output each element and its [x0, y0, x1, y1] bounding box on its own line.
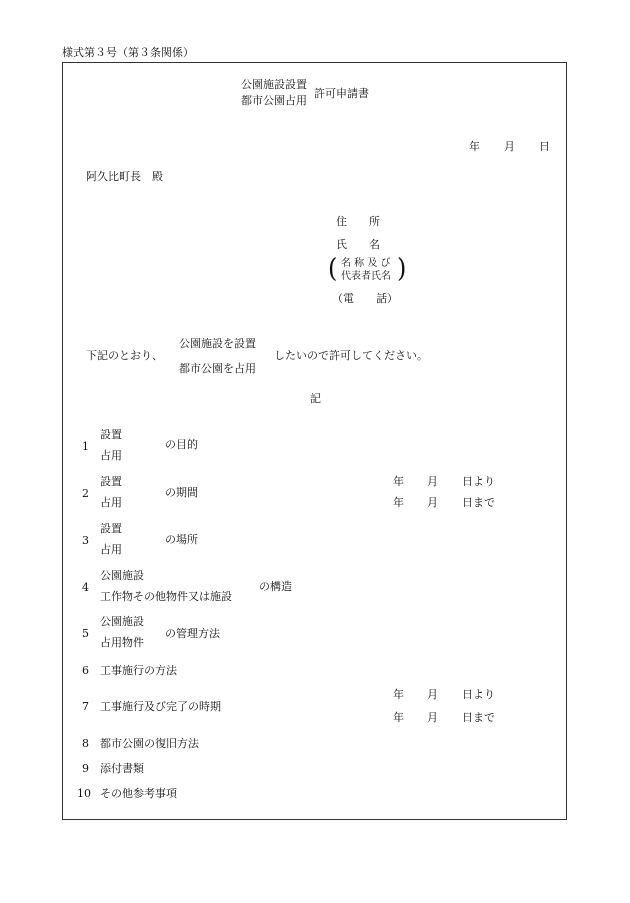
period-month: 月	[427, 496, 438, 509]
item-option-b: 占用	[100, 543, 122, 556]
period-until: 日まで	[462, 496, 495, 509]
left-bracket: (	[328, 252, 338, 284]
item-number: 6	[82, 664, 89, 677]
item-number: 2	[82, 487, 89, 500]
period-month: 月	[427, 475, 438, 488]
period-year: 年	[393, 711, 404, 724]
period-month: 月	[427, 688, 438, 701]
item-label: の期間	[165, 486, 198, 499]
date-day: 日	[539, 140, 550, 153]
item-option-a: 公園施設	[100, 569, 144, 582]
period-year: 年	[393, 688, 404, 701]
corp-name-label-1: 名 称 及 び	[341, 258, 391, 269]
item-option-a: 公園施設	[100, 615, 144, 628]
period-year: 年	[393, 496, 404, 509]
right-bracket: )	[397, 252, 407, 284]
item-option-a: 設置	[100, 428, 122, 441]
item-label: の場所	[165, 533, 198, 546]
addressee: 阿久比町長 殿	[86, 170, 163, 183]
item-label: 添付書類	[100, 762, 144, 775]
request-option-install: 公園施設を設置	[179, 337, 256, 350]
document-title: 許可申請書	[314, 87, 369, 100]
date-year: 年	[469, 140, 480, 153]
item-option-b: 工作物その他物件又は施設	[100, 590, 232, 603]
item-number: 1	[82, 440, 89, 453]
item-number: 9	[82, 762, 89, 775]
item-number: 5	[82, 627, 89, 640]
item-option-b: 占用	[100, 496, 122, 509]
item-label: その他参考事項	[100, 787, 177, 800]
period-from: 日より	[462, 475, 495, 488]
item-label: 都市公園の復旧方法	[100, 737, 199, 750]
item-label: の管理方法	[165, 627, 220, 640]
request-prefix: 下記のとおり、	[86, 349, 163, 362]
ki-heading: 記	[310, 392, 321, 405]
item-option-a: 設置	[100, 522, 122, 535]
item-label: 工事施行及び完了の時期	[100, 700, 221, 713]
item-number: 4	[82, 581, 89, 594]
item-number: 3	[82, 534, 89, 547]
item-option-b: 占用物件	[100, 636, 144, 649]
item-label: の構造	[259, 580, 292, 593]
period-year: 年	[393, 475, 404, 488]
item-option-b: 占用	[100, 449, 122, 462]
item-label: 工事施行の方法	[100, 664, 177, 677]
corp-name-label-2: 代表者氏名	[341, 271, 391, 282]
request-option-occupy: 都市公園を占用	[179, 362, 256, 375]
applicant-phone-label: （電 話）	[332, 292, 398, 305]
applicant-address-label: 住 所	[336, 215, 380, 228]
title-option-occupy: 都市公園占用	[241, 94, 307, 107]
period-until: 日まで	[462, 711, 495, 724]
period-month: 月	[427, 711, 438, 724]
form-number-label: 様式第３号（第３条関係）	[62, 46, 194, 59]
item-number: 7	[82, 700, 89, 713]
period-from: 日より	[462, 688, 495, 701]
item-label: の目的	[165, 438, 198, 451]
date-month: 月	[504, 140, 515, 153]
item-number: 8	[82, 737, 89, 750]
item-number: 10	[77, 787, 91, 800]
request-suffix: したいので許可してください。	[274, 349, 428, 362]
item-option-a: 設置	[100, 475, 122, 488]
title-option-install: 公園施設設置	[241, 78, 307, 91]
applicant-name-label: 氏 名	[336, 238, 380, 251]
